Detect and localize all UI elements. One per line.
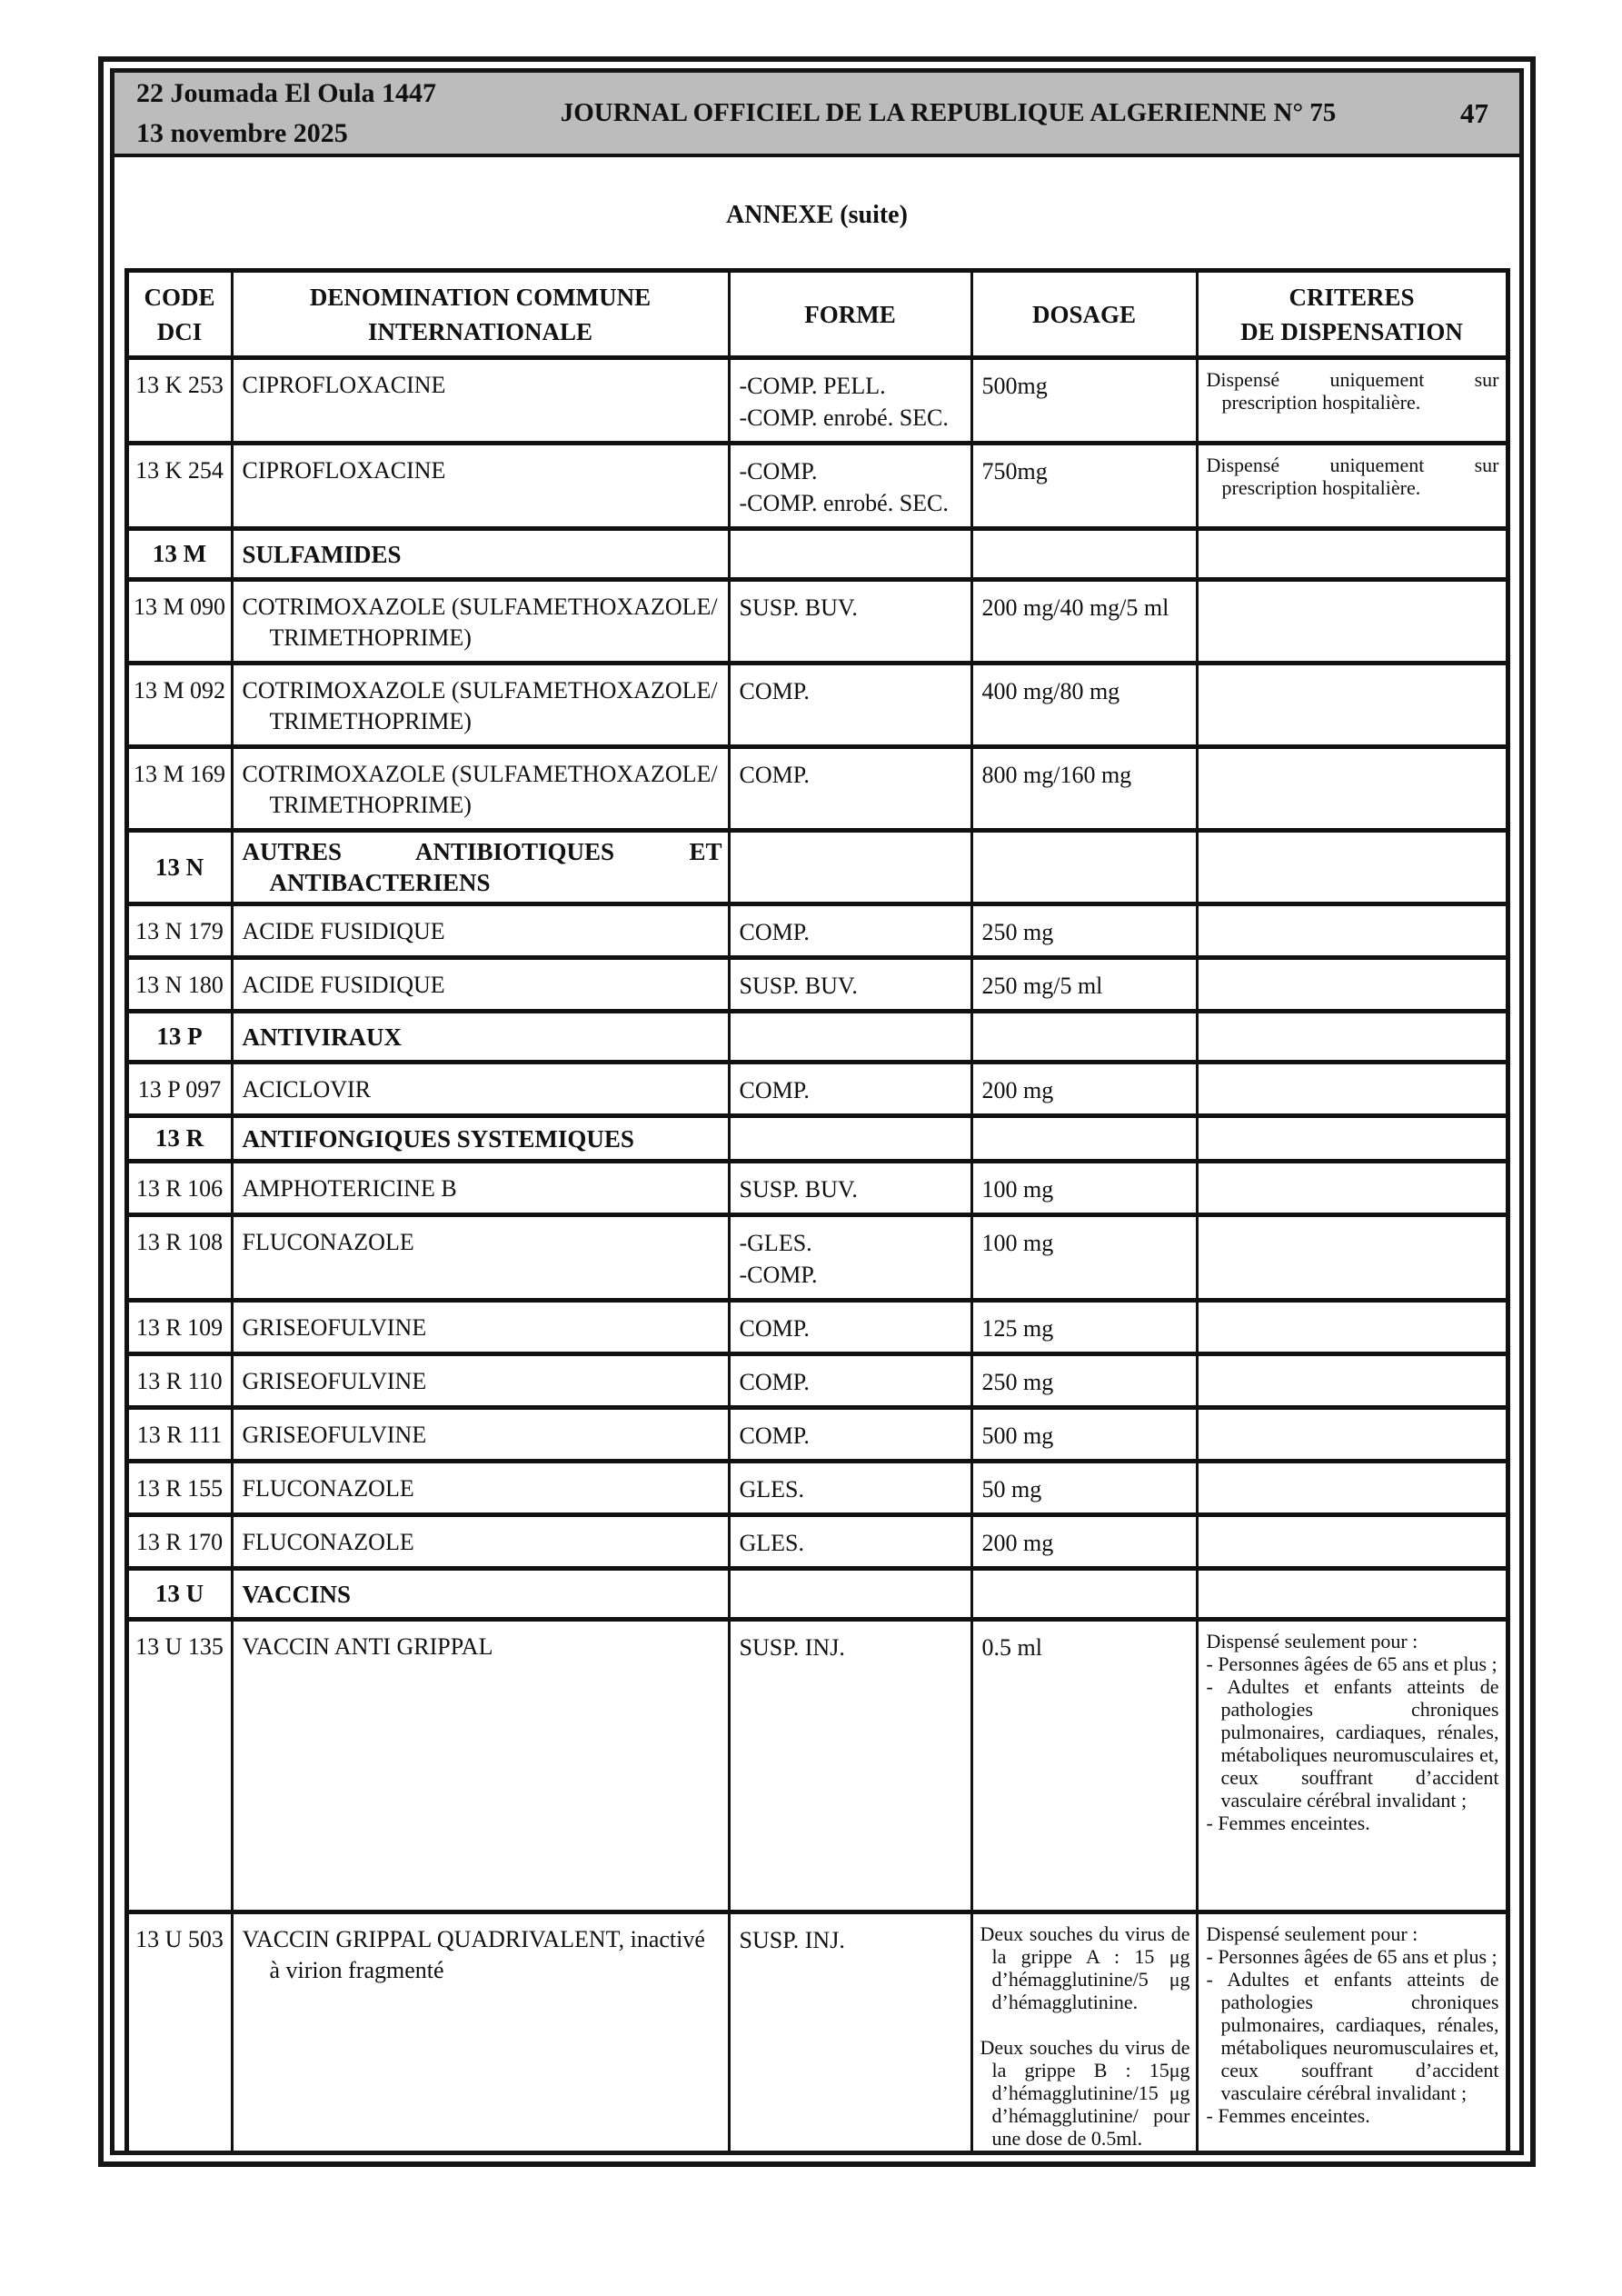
dosage-cell: 100 mg [971, 1215, 1197, 1301]
dci-cell: ANTIFONGIQUES SYSTEMIQUES [232, 1116, 729, 1162]
dci-cell: COTRIMOXAZOLE (SULFAMETHOXAZOLE/ TRIMETHOPRIME) [232, 664, 729, 747]
code-cell: 13 U 503 [126, 1912, 232, 2156]
forme-cell: GLES. [729, 1462, 971, 1515]
criteres-cell [1197, 1063, 1508, 1116]
table-row [126, 1408, 1508, 1462]
dosage-cell: 0.5 ml [971, 1620, 1197, 1912]
table-row [126, 958, 1508, 1012]
dosage-cell: 50 mg [971, 1462, 1197, 1515]
criteres-cell: Dispensé uniquement sur prescription hospitalière. [1197, 444, 1508, 529]
dci-cell: FLUCONAZOLE [232, 1462, 729, 1515]
dosage-cell: 250 mg/5 ml [971, 958, 1197, 1012]
criteres-cell [1197, 1301, 1508, 1354]
dosage-cell [971, 529, 1197, 580]
table-row [126, 580, 1508, 664]
forme-cell: -GLES. -COMP. [729, 1215, 971, 1301]
criteres-cell: Dispensé seulement pour : - Personnes âgées de 65 ans et plus ; - Adultes et enfants atteints de pathologies chroniques pulmonaires, cardiaques, rénales, métaboliques neuromusculaires et, ceux souffrant d’accident vasculaire cérébral invalidant ; - Femmes enceintes. [1197, 1912, 1508, 2156]
page-inner-frame [110, 68, 1524, 2155]
dosage-cell: 750mg [971, 444, 1197, 529]
code-cell: 13 N 179 [126, 904, 232, 958]
code-cell: 13 M [126, 529, 232, 580]
criteres-cell [1197, 580, 1508, 664]
code-cell: 13 N 180 [126, 958, 232, 1012]
forme-cell: COMP. [729, 1408, 971, 1462]
dci-cell: CIPROFLOXACINE [232, 444, 729, 529]
forme-cell [729, 831, 971, 904]
dci-cell: GRISEOFULVINE [232, 1301, 729, 1354]
forme-cell: COMP. [729, 1354, 971, 1408]
dci-cell: ACICLOVIR [232, 1063, 729, 1116]
criteres-cell [1197, 1569, 1508, 1620]
dosage-cell: 400 mg/80 mg [971, 664, 1197, 747]
table-row [126, 664, 1508, 747]
code-cell: 13 R 155 [126, 1462, 232, 1515]
dci-cell: ACIDE FUSIDIQUE [232, 904, 729, 958]
table-row [126, 1515, 1508, 1569]
dci-cell: GRISEOFULVINE [232, 1408, 729, 1462]
dci-cell: AMPHOTERICINE B [232, 1162, 729, 1215]
dci-cell: COTRIMOXAZOLE (SULFAMETHOXAZOLE/ TRIMETHOPRIME) [232, 747, 729, 831]
code-cell: 13 R 108 [126, 1215, 232, 1301]
code-cell: 13 K 253 [126, 358, 232, 444]
code-cell: 13 R 110 [126, 1354, 232, 1408]
code-cell: 13 K 254 [126, 444, 232, 529]
code-cell: 13 U [126, 1569, 232, 1620]
table-row [126, 1462, 1508, 1515]
table-row [126, 1301, 1508, 1354]
dosage-cell [971, 1569, 1197, 1620]
dosage-cell: 200 mg [971, 1063, 1197, 1116]
criteres-cell [1197, 1012, 1508, 1063]
code-cell: 13 M 169 [126, 747, 232, 831]
dci-cell: CIPROFLOXACINE [232, 358, 729, 444]
criteres-cell [1197, 1162, 1508, 1215]
code-cell: 13 P 097 [126, 1063, 232, 1116]
dosage-cell: 100 mg [971, 1162, 1197, 1215]
dci-cell: FLUCONAZOLE [232, 1515, 729, 1569]
table-row [126, 358, 1508, 444]
masthead [114, 73, 1519, 157]
forme-cell [729, 1569, 971, 1620]
criteres-cell [1197, 1215, 1508, 1301]
dosage-cell: Deux souches du virus de la grippe A : 15 μg d’hémagglutinine/5 μg d’hémagglutinine. Deux souches du virus de la grippe B : 15μg d’hémagglutinine/15 μg d’hémagglutinine/ pour une dose de 0.5ml. [971, 1912, 1197, 2156]
dosage-cell: 800 mg/160 mg [971, 747, 1197, 831]
dispensation-table [124, 268, 1510, 2155]
column-header: DOSAGE [971, 271, 1197, 358]
forme-cell [729, 1116, 971, 1162]
forme-cell: GLES. [729, 1515, 971, 1569]
dosage-cell: 500mg [971, 358, 1197, 444]
forme-cell: COMP. [729, 904, 971, 958]
annexe-title: ANNEXE (suite) [726, 201, 908, 229]
forme-cell: SUSP. BUV. [729, 958, 971, 1012]
section-row [126, 1012, 1508, 1063]
section-row [126, 529, 1508, 580]
code-cell: 13 R 111 [126, 1408, 232, 1462]
table-header-row [126, 271, 1508, 358]
dci-cell: VACCIN ANTI GRIPPAL [232, 1620, 729, 1912]
criteres-cell: Dispensé uniquement sur prescription hospitalière. [1197, 358, 1508, 444]
forme-cell: COMP. [729, 747, 971, 831]
column-header: CRITERES DE DISPENSATION [1197, 271, 1508, 358]
criteres-cell [1197, 1116, 1508, 1162]
table-row [126, 1912, 1508, 2156]
criteres-cell [1197, 1408, 1508, 1462]
code-cell: 13 N [126, 831, 232, 904]
column-header: FORME [729, 271, 971, 358]
dci-cell: COTRIMOXAZOLE (SULFAMETHOXAZOLE/ TRIMETHOPRIME) [232, 580, 729, 664]
forme-cell: COMP. [729, 1301, 971, 1354]
date-gregorian: 13 novembre 2025 [136, 117, 348, 148]
code-cell: 13 R 109 [126, 1301, 232, 1354]
dci-cell: ACIDE FUSIDIQUE [232, 958, 729, 1012]
table-row [126, 1620, 1508, 1912]
dosage-cell: 250 mg [971, 1354, 1197, 1408]
section-row [126, 831, 1508, 904]
forme-cell: COMP. [729, 1063, 971, 1116]
criteres-cell [1197, 1462, 1508, 1515]
table-row [126, 747, 1508, 831]
journal-title: JOURNAL OFFICIEL DE LA REPUBLIQUE ALGERIENNE N° 75 [560, 98, 1337, 127]
code-cell: 13 R [126, 1116, 232, 1162]
forme-cell: SUSP. BUV. [729, 580, 971, 664]
dci-cell: VACCINS [232, 1569, 729, 1620]
forme-cell: -COMP. -COMP. enrobé. SEC. [729, 444, 971, 529]
section-row [126, 1569, 1508, 1620]
forme-cell: -COMP. PELL. -COMP. enrobé. SEC. [729, 358, 971, 444]
forme-cell: SUSP. INJ. [729, 1912, 971, 2156]
column-header: CODE DCI [126, 271, 232, 358]
code-cell: 13 P [126, 1012, 232, 1063]
code-cell: 13 R 106 [126, 1162, 232, 1215]
forme-cell: SUSP. INJ. [729, 1620, 971, 1912]
column-header: DENOMINATION COMMUNE INTERNATIONALE [232, 271, 729, 358]
table-row [126, 1215, 1508, 1301]
dci-cell: VACCIN GRIPPAL QUADRIVALENT, inactivé à virion fragmenté [232, 1912, 729, 2156]
dosage-cell [971, 1116, 1197, 1162]
criteres-cell [1197, 958, 1508, 1012]
dosage-cell: 125 mg [971, 1301, 1197, 1354]
code-cell: 13 R 170 [126, 1515, 232, 1569]
forme-cell: COMP. [729, 664, 971, 747]
dci-cell: FLUCONAZOLE [232, 1215, 729, 1301]
code-cell: 13 U 135 [126, 1620, 232, 1912]
criteres-cell: Dispensé seulement pour : - Personnes âgées de 65 ans et plus ; - Adultes et enfants atteints de pathologies chroniques pulmonaires, cardiaques, rénales, métaboliques neuromusculaires et, ceux souffrant d’accident vasculaire cérébral invalidant ; - Femmes enceintes. [1197, 1620, 1508, 1912]
date-hijri: 22 Joumada El Oula 1447 [136, 77, 437, 108]
forme-cell [729, 529, 971, 580]
dci-cell: SULFAMIDES [232, 529, 729, 580]
criteres-cell [1197, 1354, 1508, 1408]
dosage-cell: 200 mg/40 mg/5 ml [971, 580, 1197, 664]
dci-cell: GRISEOFULVINE [232, 1354, 729, 1408]
dci-cell: AUTRES ANTIBIOTIQUES ET ANTIBACTERIENS [232, 831, 729, 904]
code-cell: 13 M 092 [126, 664, 232, 747]
page-number: 47 [1460, 96, 1488, 129]
forme-cell [729, 1012, 971, 1063]
table-row [126, 1063, 1508, 1116]
section-row [126, 1116, 1508, 1162]
criteres-cell [1197, 831, 1508, 904]
dosage-cell: 200 mg [971, 1515, 1197, 1569]
code-cell: 13 M 090 [126, 580, 232, 664]
criteres-cell [1197, 529, 1508, 580]
page-outer-frame [98, 56, 1536, 2167]
dosage-cell [971, 831, 1197, 904]
criteres-cell [1197, 904, 1508, 958]
dci-cell: ANTIVIRAUX [232, 1012, 729, 1063]
forme-cell: SUSP. BUV. [729, 1162, 971, 1215]
dosage-cell: 500 mg [971, 1408, 1197, 1462]
dosage-cell: 250 mg [971, 904, 1197, 958]
dosage-cell [971, 1012, 1197, 1063]
table-row [126, 904, 1508, 958]
criteres-cell [1197, 1515, 1508, 1569]
masthead-dates [136, 74, 436, 154]
table-row [126, 1162, 1508, 1215]
table-row [126, 444, 1508, 529]
criteres-cell [1197, 664, 1508, 747]
table-row [126, 1354, 1508, 1408]
criteres-cell [1197, 747, 1508, 831]
